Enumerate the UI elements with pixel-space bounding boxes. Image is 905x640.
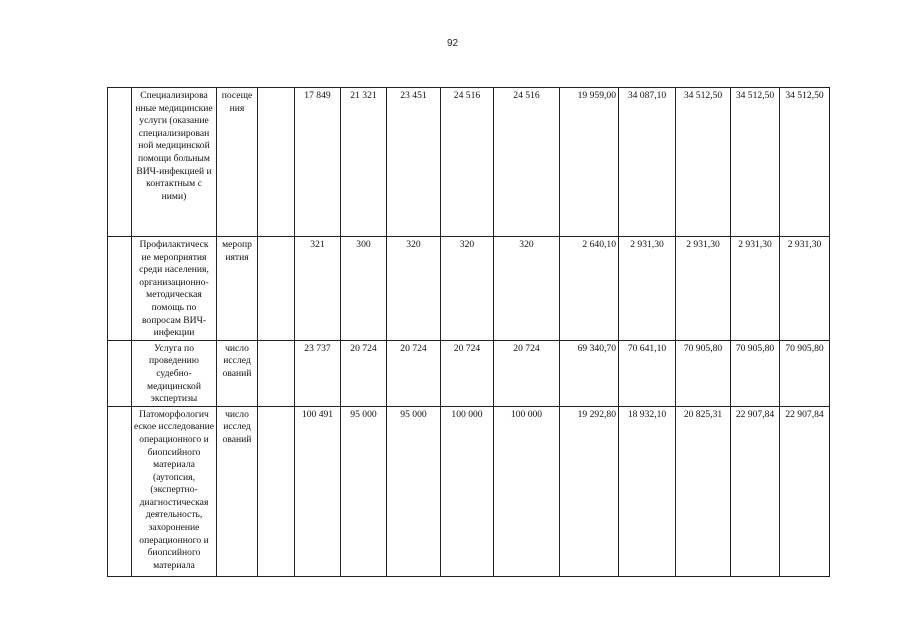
value-cell: 320 xyxy=(441,237,494,341)
service-name: Патоморфологич еское исследование операционного и биопсийного материала (аутопсия, (экспертно-диагностическая деятельность, захоронение операционного и биопсийного материала xyxy=(132,406,217,576)
value-cell: 100 000 xyxy=(494,406,560,576)
empty-cell xyxy=(258,340,295,406)
value-cell: 2 640,10 xyxy=(560,237,619,341)
value-cell: 100 491 xyxy=(295,406,341,576)
value-cell: 300 xyxy=(341,237,387,341)
value-cell: 34 087,10 xyxy=(619,88,676,237)
empty-cell xyxy=(108,88,132,237)
value-cell: 20 724 xyxy=(387,340,441,406)
value-cell: 34 512,50 xyxy=(676,88,731,237)
table-row xyxy=(108,88,830,237)
services-table xyxy=(107,87,830,577)
value-cell: 20 724 xyxy=(494,340,560,406)
table-row xyxy=(108,237,830,341)
value-cell: 2 931,30 xyxy=(619,237,676,341)
service-name: Специализирова нные медицинские услуги (оказание специализирован ной медицинской помощи больным ВИЧ-инфекцией и контактным с ними) xyxy=(132,88,217,237)
value-cell: 24 516 xyxy=(441,88,494,237)
empty-cell xyxy=(108,340,132,406)
value-cell: 20 825,31 xyxy=(676,406,731,576)
unit-cell: меропр иятия xyxy=(217,237,258,341)
service-name: Профилактическ ие мероприятия среди населения, организационно-методическая помощь по вопросам ВИЧ-инфекции xyxy=(132,237,217,341)
unit-cell: посеще ния xyxy=(217,88,258,237)
value-cell: 17 849 xyxy=(295,88,341,237)
empty-cell xyxy=(258,406,295,576)
value-cell: 20 724 xyxy=(441,340,494,406)
value-cell: 95 000 xyxy=(341,406,387,576)
value-cell: 69 340,70 xyxy=(560,340,619,406)
value-cell: 70 905,80 xyxy=(780,340,830,406)
value-cell: 34 512,50 xyxy=(780,88,830,237)
value-cell: 70 641,10 xyxy=(619,340,676,406)
value-cell: 19 292,80 xyxy=(560,406,619,576)
table-row xyxy=(108,340,830,406)
page-number: 92 xyxy=(446,38,459,49)
empty-cell xyxy=(258,237,295,341)
value-cell: 23 451 xyxy=(387,88,441,237)
value-cell: 21 321 xyxy=(341,88,387,237)
value-cell: 321 xyxy=(295,237,341,341)
value-cell: 320 xyxy=(387,237,441,341)
value-cell: 100 000 xyxy=(441,406,494,576)
value-cell: 2 931,30 xyxy=(731,237,780,341)
empty-cell xyxy=(108,406,132,576)
value-cell: 34 512,50 xyxy=(731,88,780,237)
unit-cell: число исслед ований xyxy=(217,340,258,406)
value-cell: 320 xyxy=(494,237,560,341)
value-cell: 22 907,84 xyxy=(780,406,830,576)
empty-cell xyxy=(258,88,295,237)
value-cell: 70 905,80 xyxy=(731,340,780,406)
value-cell: 18 932,10 xyxy=(619,406,676,576)
value-cell: 95 000 xyxy=(387,406,441,576)
service-name: Услуга по проведению судебно-медицинской экспертизы xyxy=(132,340,217,406)
value-cell: 24 516 xyxy=(494,88,560,237)
value-cell: 2 931,30 xyxy=(676,237,731,341)
empty-cell xyxy=(108,237,132,341)
value-cell: 22 907,84 xyxy=(731,406,780,576)
value-cell: 19 959,00 xyxy=(560,88,619,237)
value-cell: 70 905,80 xyxy=(676,340,731,406)
table-row xyxy=(108,406,830,576)
value-cell: 23 737 xyxy=(295,340,341,406)
value-cell: 20 724 xyxy=(341,340,387,406)
value-cell: 2 931,30 xyxy=(780,237,830,341)
unit-cell: число исслед ований xyxy=(217,406,258,576)
